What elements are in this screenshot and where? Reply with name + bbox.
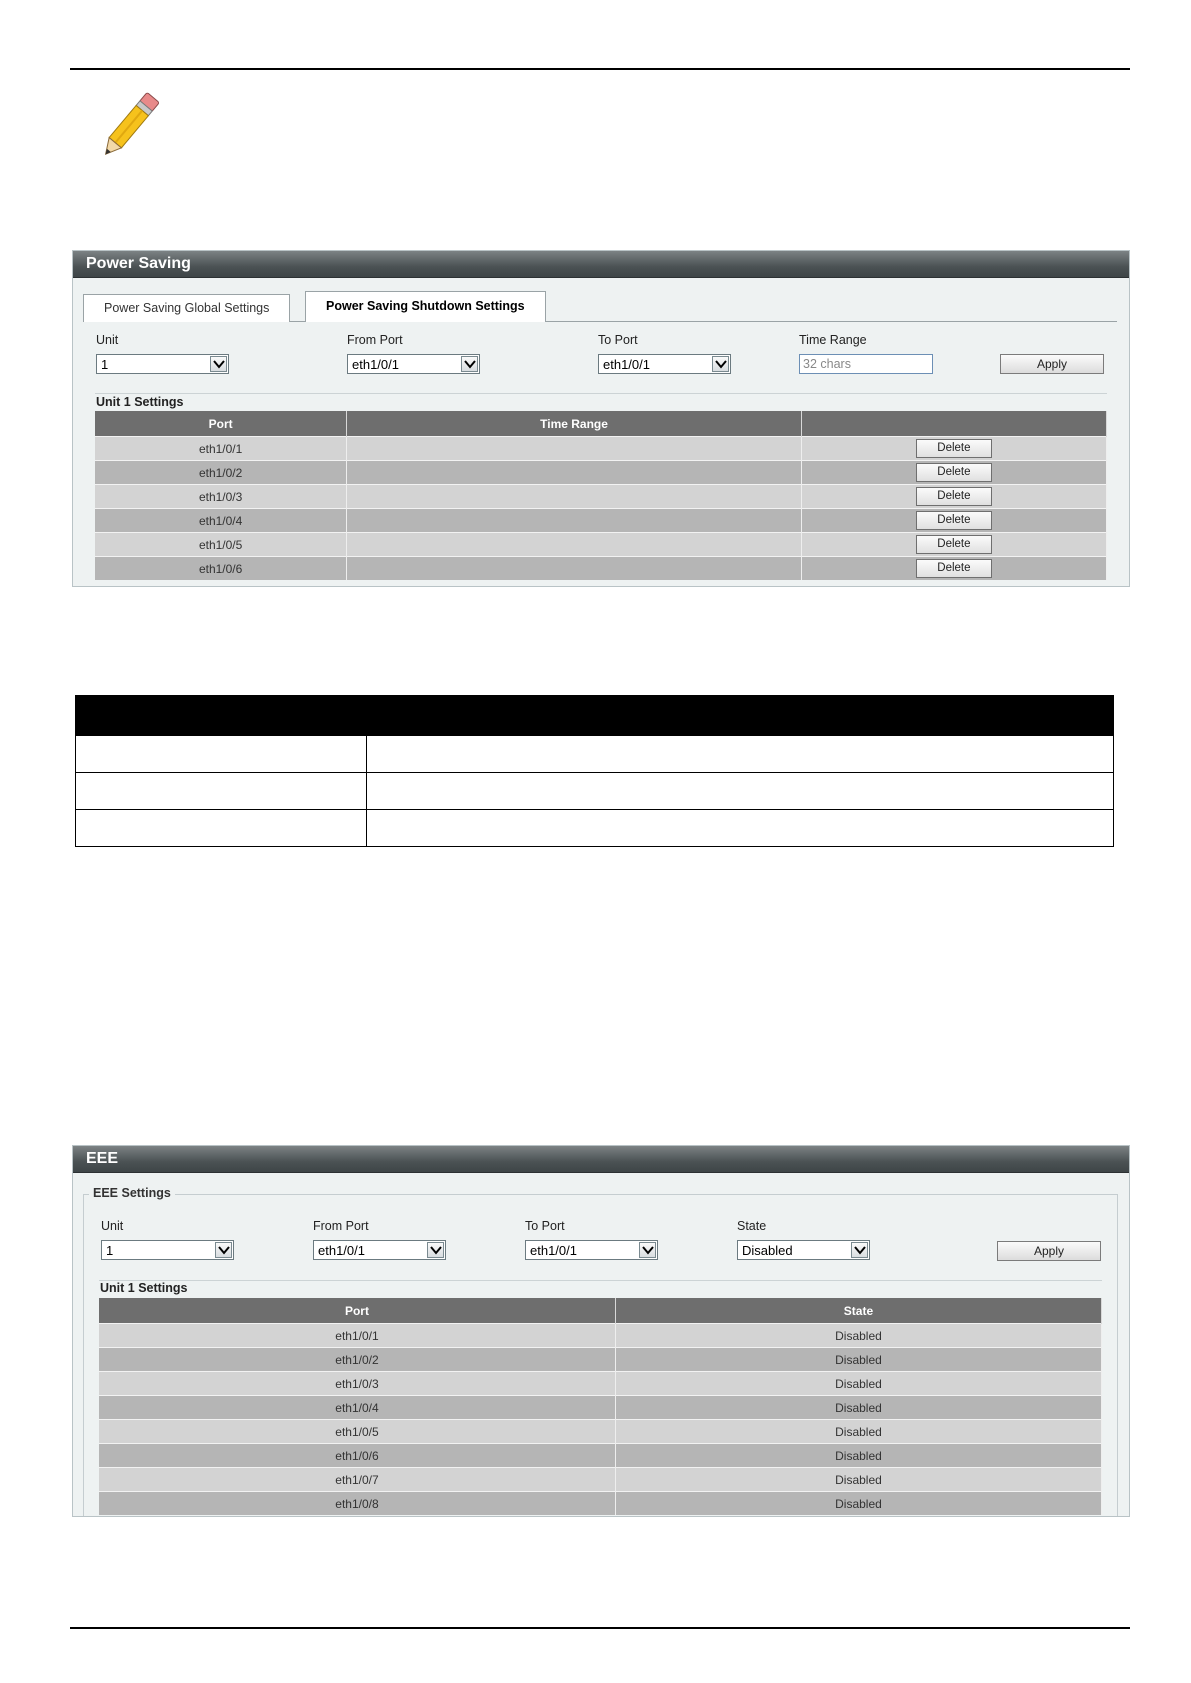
unit-select-value: 1 [101,357,109,372]
pencil-icon [88,86,168,166]
time-range-cell [347,557,802,581]
chevron-down-icon[interactable] [851,1242,868,1258]
from-port-select[interactable] [347,354,480,374]
table-title: Unit 1 Settings [96,395,184,409]
table-row [99,1444,1102,1468]
action-cell [801,485,1106,509]
port-cell: eth1/0/1 [99,1324,615,1348]
port-cell: eth1/0/4 [95,509,347,533]
table-title: Unit 1 Settings [100,1281,188,1295]
time-range-cell [347,485,802,509]
action-cell [801,461,1106,485]
description-cell [367,810,1114,847]
port-cell: eth1/0/4 [99,1396,615,1420]
chevron-down-icon[interactable] [639,1242,656,1258]
to-port-label: To Port [525,1219,565,1233]
time-range-cell [347,437,802,461]
action-cell [801,557,1106,581]
table-row [99,1396,1102,1420]
unit-select-value: 1 [106,1243,114,1258]
description-header-parameter [76,696,367,736]
chevron-down-icon[interactable] [712,356,729,372]
footer-rule [70,1627,1130,1629]
description-cell [367,773,1114,810]
state-cell: Disabled [615,1492,1101,1516]
delete-button[interactable]: Delete [916,559,992,578]
tab-power-saving-global-settings[interactable]: Power Saving Global Settings [83,294,290,322]
state-cell: Disabled [615,1468,1101,1492]
delete-button[interactable]: Delete [916,439,992,458]
shutdown-table [95,411,1107,580]
table-row [95,461,1107,485]
port-cell: eth1/0/2 [99,1348,615,1372]
column-header-action [801,411,1106,437]
description-row [76,773,1114,810]
table-row [99,1468,1102,1492]
eee-settings-legend: EEE Settings [89,1186,175,1200]
chevron-down-icon[interactable] [461,356,478,372]
from-port-select-value: eth1/0/1 [352,357,399,372]
table-row [99,1348,1102,1372]
column-header-time-range: Time Range [347,411,802,437]
table-row [95,557,1107,581]
time-range-cell [347,461,802,485]
section-divider [95,393,1107,394]
state-select[interactable] [737,1240,870,1260]
state-cell: Disabled [615,1372,1101,1396]
time-range-input[interactable]: 32 chars [799,354,933,374]
from-port-label: From Port [313,1219,369,1233]
table-row [95,437,1107,461]
to-port-select-value: eth1/0/1 [530,1243,577,1258]
unit-label: Unit [101,1219,124,1233]
time-range-cell [347,509,802,533]
tab-power-saving-shutdown-settings[interactable]: Power Saving Shutdown Settings [305,291,546,322]
to-port-select-value: eth1/0/1 [603,357,650,372]
state-cell: Disabled [615,1348,1101,1372]
chevron-down-icon[interactable] [215,1242,232,1258]
table-row [95,509,1107,533]
delete-button[interactable]: Delete [916,511,992,530]
state-cell: Disabled [615,1444,1101,1468]
description-cell [76,810,367,847]
description-row [76,810,1114,847]
apply-button[interactable]: Apply [997,1241,1101,1261]
chevron-down-icon[interactable] [427,1242,444,1258]
port-cell: eth1/0/7 [99,1468,615,1492]
unit-label: Unit [96,333,119,347]
panel-title: EEE [73,1146,1129,1173]
description-table [75,695,1114,847]
to-port-select[interactable] [525,1240,658,1260]
port-cell: eth1/0/8 [99,1492,615,1516]
table-row [99,1324,1102,1348]
from-port-select-value: eth1/0/1 [318,1243,365,1258]
state-cell: Disabled [615,1420,1101,1444]
from-port-select[interactable] [313,1240,446,1260]
to-port-select[interactable] [598,354,731,374]
delete-button[interactable]: Delete [916,463,992,482]
table-row [99,1372,1102,1396]
column-header-port: Port [95,411,347,437]
column-header-state: State [615,1298,1101,1324]
time-range-label: Time Range [799,333,867,347]
port-cell: eth1/0/5 [95,533,347,557]
to-port-label: To Port [598,333,638,347]
action-cell [801,509,1106,533]
port-cell: eth1/0/3 [95,485,347,509]
header-rule [70,68,1130,70]
from-port-label: From Port [347,333,403,347]
eee-panel [72,1145,1130,1517]
apply-button[interactable]: Apply [1000,354,1104,374]
table-row [95,533,1107,557]
table-row [99,1420,1102,1444]
description-header-description [367,696,1114,736]
unit-select[interactable] [96,354,229,374]
port-cell: eth1/0/2 [95,461,347,485]
power-saving-panel [72,250,1130,587]
panel-title: Power Saving [73,251,1129,278]
description-cell [76,773,367,810]
delete-button[interactable]: Delete [916,487,992,506]
description-row [76,736,1114,773]
state-cell: Disabled [615,1324,1101,1348]
table-row [95,485,1107,509]
port-cell: eth1/0/1 [95,437,347,461]
time-range-cell [347,533,802,557]
delete-button[interactable]: Delete [916,535,992,554]
port-cell: eth1/0/6 [99,1444,615,1468]
state-cell: Disabled [615,1396,1101,1420]
section-divider [99,1280,1102,1281]
action-cell [801,533,1106,557]
tab-bar [83,291,1117,322]
chevron-down-icon[interactable] [210,356,227,372]
port-cell: eth1/0/6 [95,557,347,581]
port-cell: eth1/0/3 [99,1372,615,1396]
action-cell [801,437,1106,461]
eee-table [99,1298,1102,1515]
table-row [99,1492,1102,1516]
unit-select[interactable] [101,1240,234,1260]
column-header-port: Port [99,1298,615,1324]
description-cell [367,736,1114,773]
description-cell [76,736,367,773]
state-select-value: Disabled [742,1243,793,1258]
state-label: State [737,1219,767,1233]
port-cell: eth1/0/5 [99,1420,615,1444]
